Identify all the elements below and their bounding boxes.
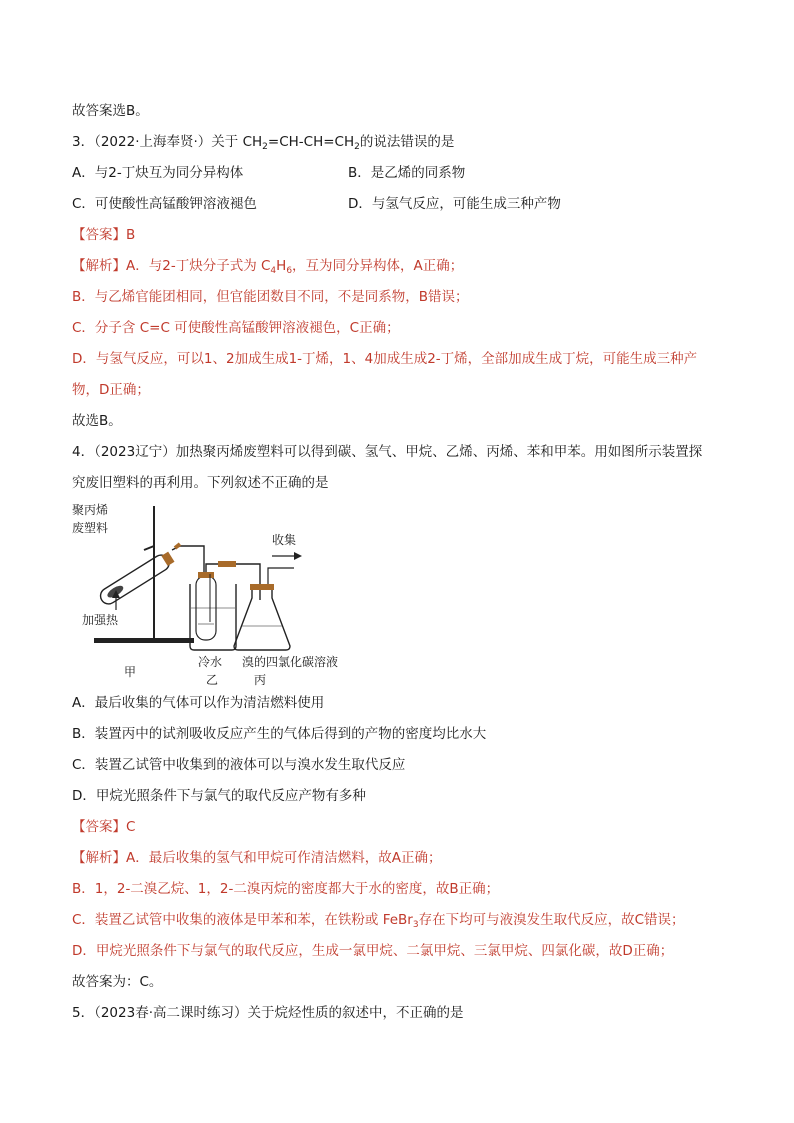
label-plastic-2: 废塑料 bbox=[72, 521, 109, 535]
label-cold-water: 冷水 bbox=[198, 655, 223, 669]
label-heat: 加强热 bbox=[82, 613, 119, 627]
question-5-stem: 5．（2023春·高二课时练习）关于烷烃性质的叙述中，不正确的是 bbox=[72, 1005, 464, 1021]
label-plastic-1: 聚丙烯 bbox=[72, 503, 109, 517]
conical-flask bbox=[234, 588, 290, 650]
question-3-explanation-3: C．分子含 C=C 可使酸性高锰酸钾溶液褪色，C正确； bbox=[72, 320, 400, 336]
question-3-explanation-2: B．与乙烯官能团相同，但官能团数目不同，不是同系物，B错误； bbox=[72, 289, 469, 305]
label-bing: 丙 bbox=[254, 673, 267, 687]
question-4-final: 故答案为：C。 bbox=[72, 974, 163, 990]
label-bromine-solution: 溴的四氯化碳溶液 bbox=[242, 655, 339, 669]
heated-test-tube bbox=[98, 550, 176, 607]
beaker bbox=[190, 584, 236, 650]
question-4-stem-1: 4．（2023辽宁）加热聚丙烯废塑料可以得到碳、氢气、甲烷、乙烯、丙烯、苯和甲苯。用如图所示装置探 bbox=[72, 444, 703, 460]
question-3-option-d: D．与氢气反应，可能生成三种产物 bbox=[348, 196, 561, 212]
question-4-answer: 【答案】C bbox=[72, 819, 136, 835]
question-3-final: 故选B。 bbox=[72, 413, 122, 429]
question-4-explanation-3: C．装置乙试管中收集的液体是甲苯和苯，在铁粉或 FeBr$_3$存在下均可与液溴发生取代反应，故C错误； bbox=[72, 912, 685, 930]
question-3-explanation-4: D．与氢气反应，可以1、2加成生成1-丁烯，1、4加成生成2-丁烯，全部加成生成丁烷，可能生成三种产 bbox=[72, 351, 698, 367]
label-jia: 甲 bbox=[124, 665, 137, 679]
question-4-stem-2: 究废旧塑料的再利用。下列叙述不正确的是 bbox=[72, 475, 329, 491]
label-collect: 收集 bbox=[272, 533, 297, 547]
question-3-option-b: B．是乙烯的同系物 bbox=[348, 165, 466, 181]
question-4-explanation-4: D．甲烷光照条件下与氯气的取代反应，生成一氯甲烷、二氯甲烷、三氯甲烷、四氯化碳，故D正确； bbox=[72, 943, 674, 959]
question-4-option-c: C．装置乙试管中收集到的液体可以与溴水发生取代反应 bbox=[72, 757, 406, 773]
question-3-answer: 【答案】B bbox=[72, 227, 136, 243]
previous-answer-line: 故答案选B。 bbox=[72, 103, 149, 119]
question-3-explanation-5: 物，D正确； bbox=[72, 382, 150, 398]
question-3-option-c: C．可使酸性高锰酸钾溶液褪色 bbox=[72, 196, 257, 212]
question-4-option-a: A．最后收集的气体可以作为清洁燃料使用 bbox=[72, 695, 325, 711]
apparatus-figure bbox=[72, 498, 372, 690]
question-4-explanation-2: B．1，2-二溴乙烷、1，2-二溴丙烷的密度都大于水的密度，故B正确； bbox=[72, 881, 500, 897]
question-3-stem: 3．（2022·上海奉贤·）关于 $CH_2=CH-CH=CH_2$的说法错误的是 bbox=[72, 134, 455, 152]
question-4-option-d: D．甲烷光照条件下与氯气的取代反应产物有多种 bbox=[72, 788, 366, 804]
question-3-explanation-1: 【解析】A．与2-丁炔分子式为 $C_4H_6$，互为同分异构体，A正确； bbox=[72, 258, 464, 276]
stand-base bbox=[94, 638, 194, 643]
question-4-option-b: B．装置丙中的试剂吸收反应产生的气体后得到的产物的密度均比水大 bbox=[72, 726, 487, 742]
question-4-explanation-1: 【解析】A．最后收集的氢气和甲烷可作清洁燃料，故A正确； bbox=[72, 850, 442, 866]
label-yi: 乙 bbox=[206, 673, 219, 687]
question-3-option-a: A．与2-丁炔互为同分异构体 bbox=[72, 165, 244, 181]
